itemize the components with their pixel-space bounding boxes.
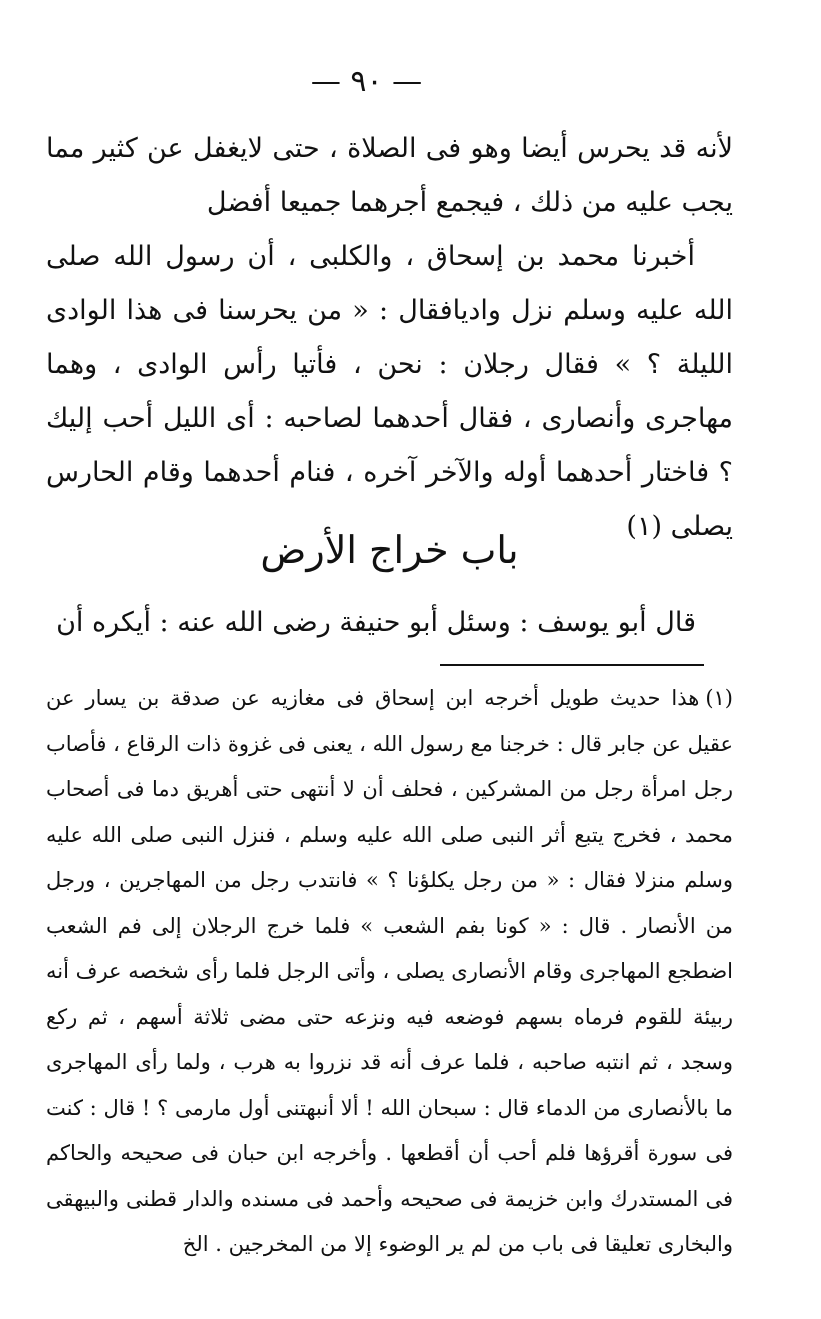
main-text [46,122,733,554]
main-paragraph-2-text: أخبرنا محمد بن إسحاق ، والكلبى ، أن رسول الله صلى الله عليه وسلم نزل واديافقال : « من يحرسنا فى هذا الوادى الليلة ؟ » فقال رجلان : نحن ، فأتيا رأس الوادى ، وهما مهاجرى وأنصارى ، فقال أحدهما لصاحبه : أى الليل أحب إليك ؟ فاختار أحدهما أوله والآخر آخره ، فنام أحدهما وقام الحارس يصلى [46,241,733,542]
footnote-marker: (١) [705,686,733,710]
main-paragraph-1: لأنه قد يحرس أيضا وهو فى الصلاة ، حتى لايغفل عن كثير مما يجب عليه من ذلك ، فيجمع أجرهما جميعا أفضل [46,133,733,218]
footnote-text: هذا حديث طويل أخرجه ابن إسحاق فى مغازيه عن صدقة بن يسار عن عقيل عن جابر قال : خرجنا مع رسول الله ، يعنى فى غزوة ذات الرقاع ، فأصاب رجل امرأة رجل من المشركين ، فحلف أن لا أنتهى حتى أهريق دما فى أصحاب محمد ، فخرج يتبع أثر النبى صلى الله عليه وسلم ، فنزل النبى صلى الله عليه وسلم منزلا فقال : « من رجل يكلؤنا ؟ » فانتدب رجل من المهاجرين ، ورجل من الأنصار . قال : « كونا بفم الشعب » فلما خرج الرجلان إلى فم الشعب اضطجع المهاجرى وقام الأنصارى يصلى ، وأتى الرجل فلما رأى شخصه عرف أنه ربيئة للقوم فرماه بسهم فوضعه فيه ونزعه حتى مضى ثلاثة أسهم ، ثم ركع وسجد ، ثم انتبه صاحبه ، فلما عرف أنه قد نزروا به هرب ، ولما رأى المهاجرى ما بالأنصارى من الدماء قال : سبحان الله ! ألا أنبهتنى أول مارمى ؟ ! قال : كنت فى سورة أقرؤها فلم أحب أن أقطعها . وأخرجه ابن حبان فى صحيحه والحاكم فى المستدرك وابن خزيمة فى صحيحه وأحمد فى مسنده والدار قطنى والبيهقى والبخارى تعليقا فى باب من لم ير الوضوء إلا من المخرجين . الخ [46,686,733,1256]
footnotes [46,676,733,1268]
section-intro: قال أبو يوسف : وسئل أبو حنيفة رضى الله عنه : أيكره أن [56,607,696,638]
footnote-reference: (١) [626,511,663,542]
main-paragraph-2 [46,230,733,554]
section-heading: باب خراج الأرض [260,528,519,572]
page-number: — ٩٠ — [310,64,423,99]
footnote-1 [46,676,733,1268]
footnote-divider [440,664,704,666]
